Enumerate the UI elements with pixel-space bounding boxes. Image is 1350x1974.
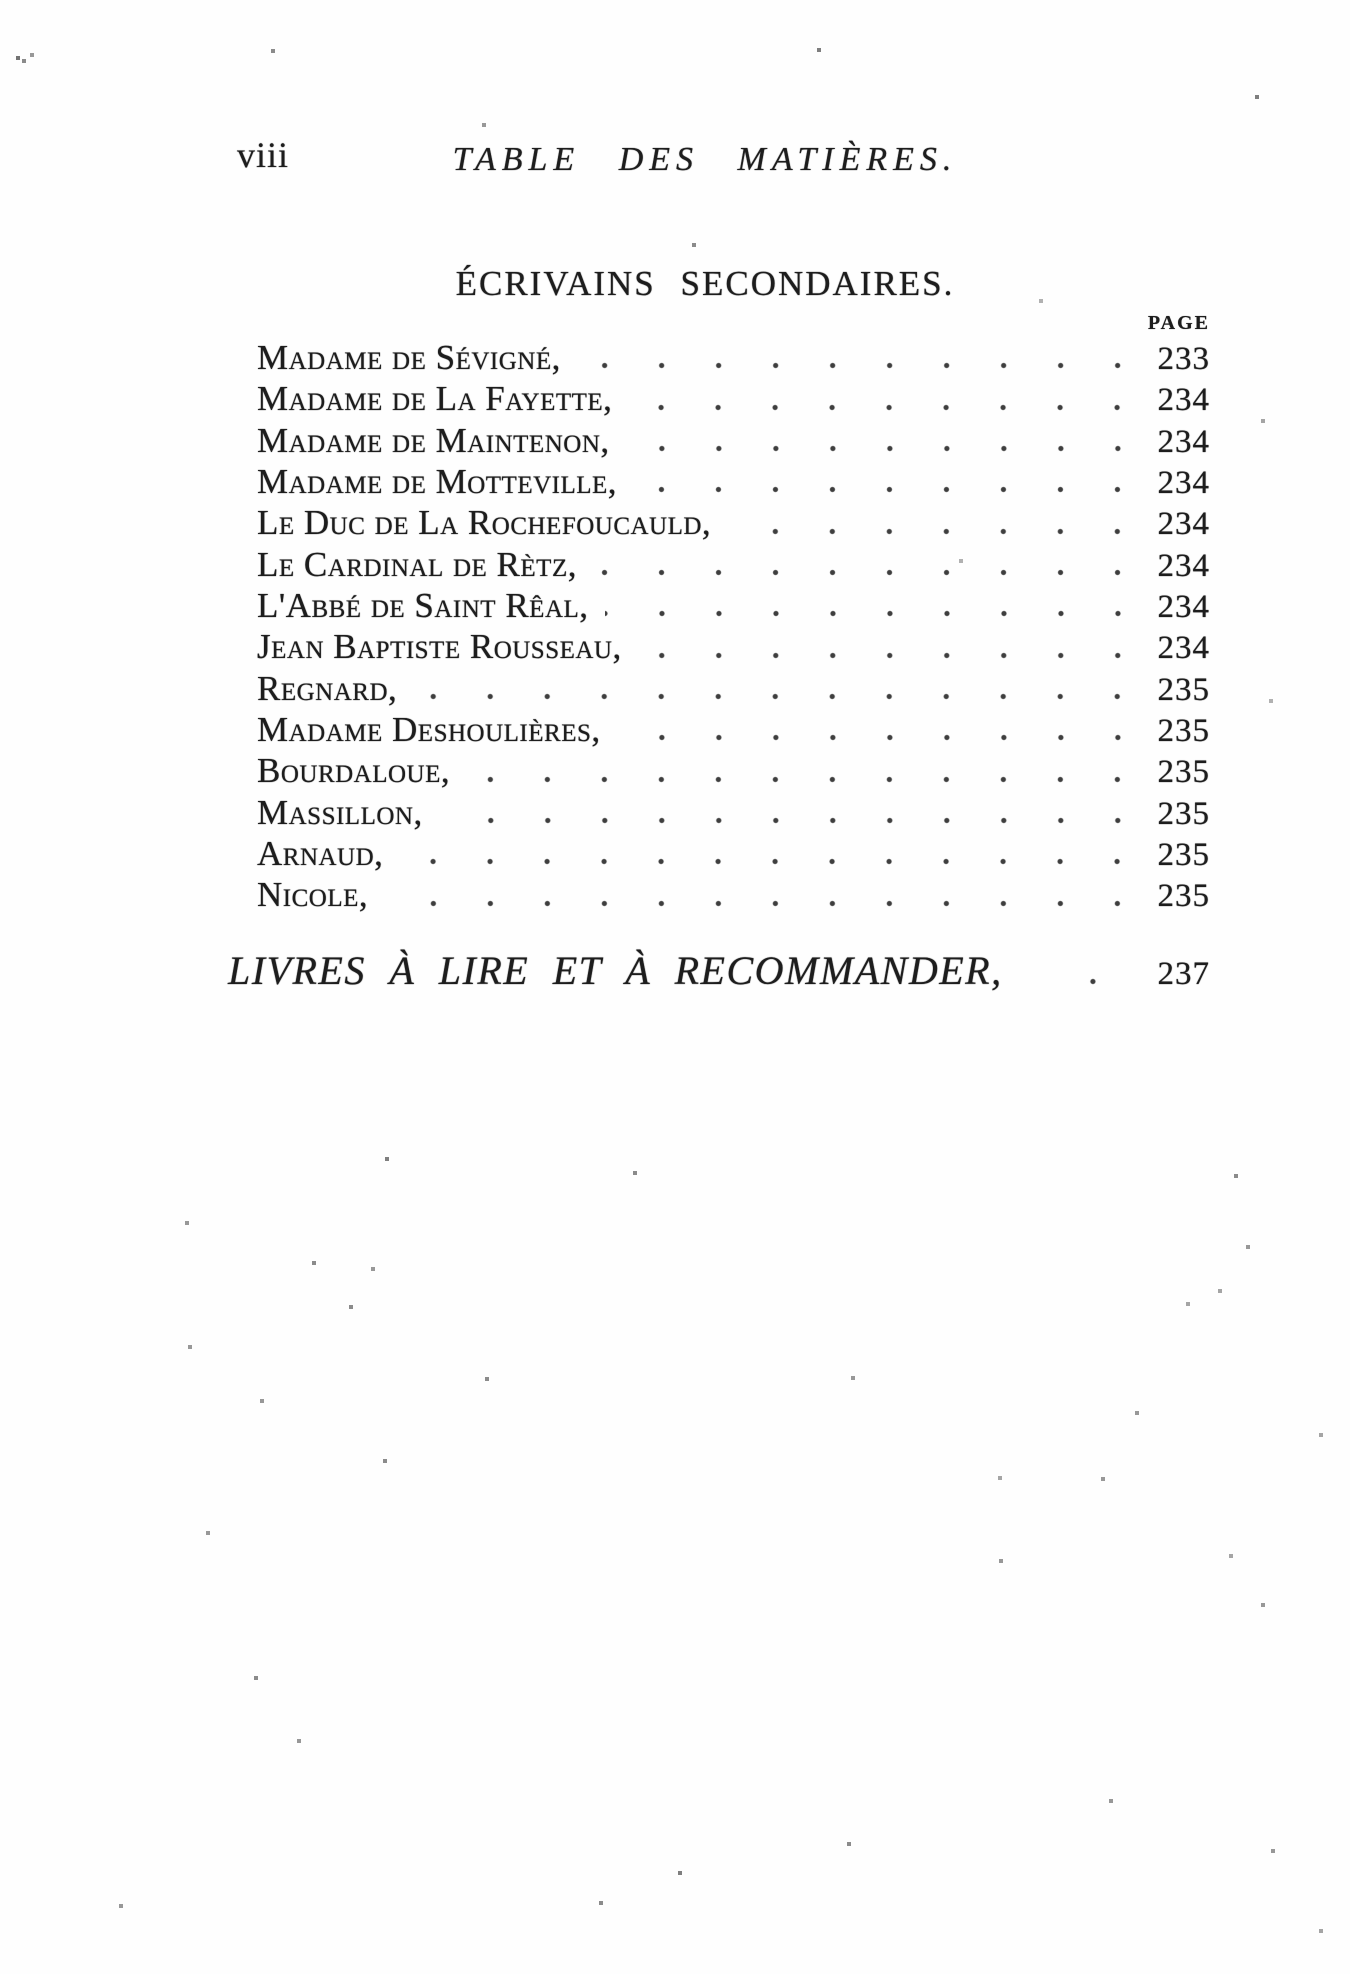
toc-entry (257, 792, 1210, 833)
toc-entry-name: Madame Deshoulières, (257, 710, 601, 750)
toc-entry-page: 234 (1157, 465, 1210, 502)
toc-entry-name: Madame de Sévigné, (257, 338, 561, 377)
toc-entry (257, 461, 1210, 502)
dot-leader (626, 420, 1152, 461)
toc-entry (257, 502, 1210, 543)
dot-leader (727, 502, 1152, 543)
toc-entry (257, 833, 1210, 874)
toc-entry-page: 235 (1157, 878, 1210, 915)
toc-entry-name: Jean Baptiste Rousseau, (257, 627, 622, 667)
section-heading: ÉCRIVAINS SECONDAIRES. (455, 264, 955, 303)
toc-entry-page: 235 (1157, 754, 1210, 791)
toc-entry-name: Madame de Maintenon, (257, 420, 610, 460)
toc-entry-page: 234 (1157, 630, 1210, 667)
toc-entry-page: 235 (1157, 671, 1210, 708)
dot-leader (577, 337, 1152, 378)
toc-entry-page: 234 (1157, 506, 1210, 543)
toc-entry-name: Le Cardinal de Rètz, (257, 544, 577, 584)
toc-entry-page: 235 (1157, 713, 1210, 750)
toc-footer-entry (228, 944, 1210, 998)
toc-entry-name: Regnard, (257, 668, 398, 708)
dot-leader (384, 874, 1152, 915)
toc-entry-name: Le Duc de La Rochefoucauld, (257, 503, 712, 543)
toc-entry-name: L'Abbé de Saint Rêal, (257, 586, 589, 626)
toc-entry-page: 233 (1157, 341, 1210, 377)
toc-entry (257, 544, 1210, 585)
toc-footer-entry-page: 237 (1157, 956, 1210, 992)
toc-entry-page: 235 (1157, 795, 1210, 832)
page-column-label: PAGE (1147, 312, 1210, 334)
dot-leader (628, 378, 1152, 419)
toc-entry-page: 235 (1157, 837, 1210, 874)
dot-leader (633, 461, 1152, 502)
toc-entry-page: 234 (1157, 382, 1210, 419)
dot-leader (439, 792, 1152, 833)
toc-entry-page: 234 (1157, 423, 1210, 460)
table-of-contents (257, 337, 1210, 916)
dot-leader (605, 585, 1152, 626)
dot-leader (593, 544, 1152, 585)
toc-entry-name: Madame de La Fayette, (257, 379, 613, 419)
toc-entry (257, 874, 1210, 915)
toc-footer-entry-name: LIVRES À LIRE ET À RECOMMANDER, (228, 948, 1003, 993)
toc-entry-name: Massillon, (257, 792, 423, 832)
toc-entry (257, 709, 1210, 750)
toc-entry-name: Arnaud, (257, 834, 384, 874)
toc-entry-page: 234 (1157, 589, 1210, 626)
toc-entry (257, 585, 1210, 626)
toc-entry (257, 420, 1210, 461)
dot-leader (638, 626, 1152, 667)
running-title: TABLE DES MATIÈRES. (452, 141, 958, 178)
dot-leader (466, 750, 1152, 791)
toc-entry-name: Madame de Motteville, (257, 462, 618, 502)
toc-entry (257, 337, 1210, 378)
toc-entry (257, 378, 1210, 419)
dot-leader (617, 709, 1152, 750)
toc-entry-page: 234 (1157, 547, 1210, 584)
toc-entry (257, 626, 1210, 667)
toc-entry-name: Bourdaloue, (257, 751, 451, 791)
dot-leader (413, 668, 1152, 709)
toc-entry-name: Nicole, (257, 875, 369, 915)
toc-entry (257, 668, 1210, 709)
toc-entry (257, 750, 1210, 791)
folio-page-number: viii (237, 135, 290, 175)
scan-noise (0, 0, 2, 2)
dot-leader (1019, 944, 1152, 998)
dot-leader (399, 833, 1152, 874)
